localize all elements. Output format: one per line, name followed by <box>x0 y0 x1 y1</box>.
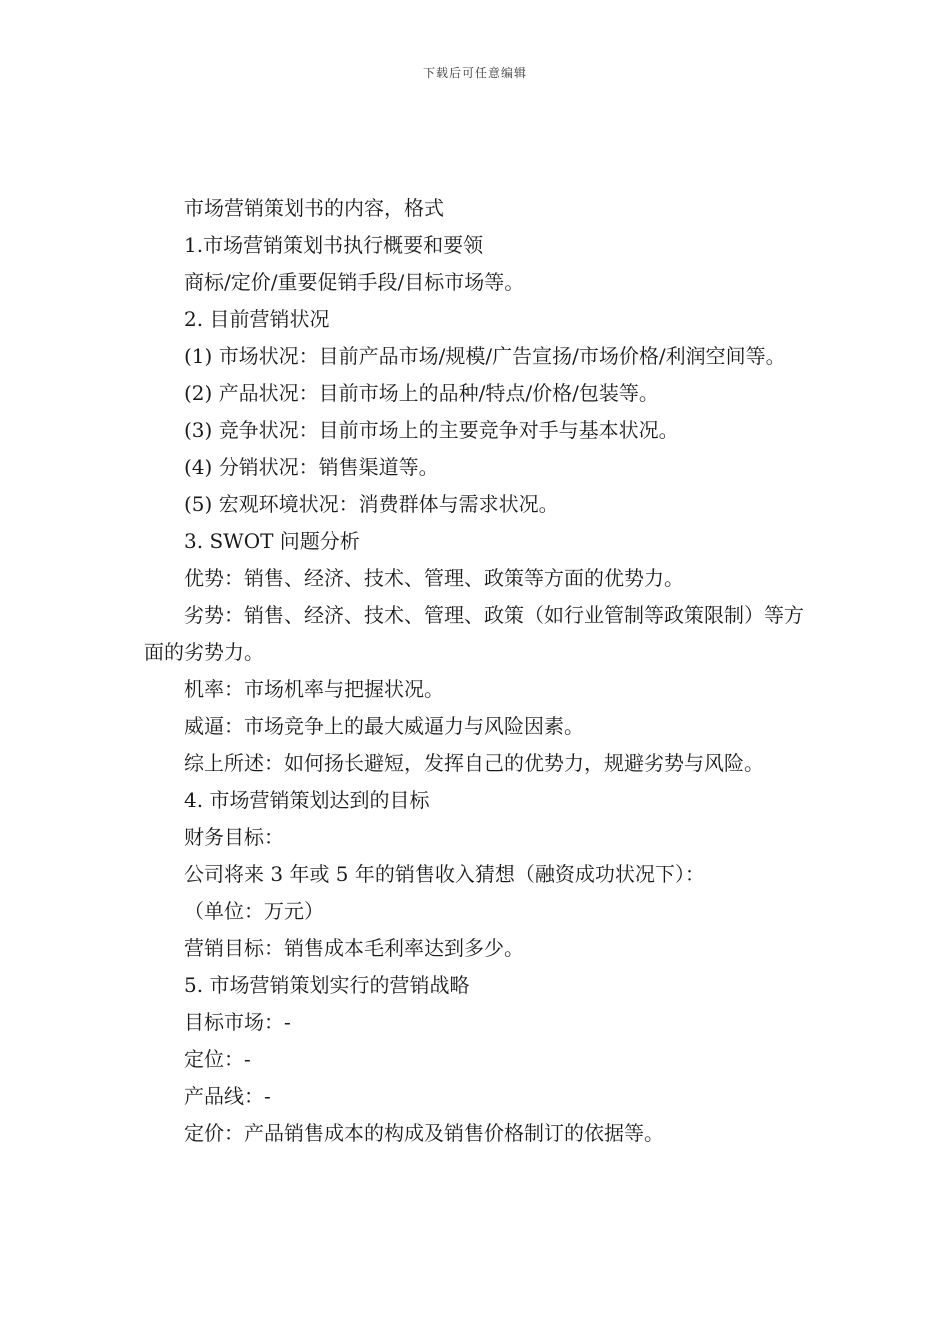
paragraph: (4) 分销状况：销售渠道等。 <box>184 455 439 479</box>
paragraph: 目标市场：- <box>184 1010 291 1034</box>
paragraph: 威逼：市场竞争上的最大威逼力与风险因素。 <box>184 714 584 738</box>
paragraph: (2) 产品状况：目前市场上的品种/特点/价格/包装等。 <box>184 381 659 405</box>
paragraph: 3. SWOT 问题分析 <box>184 529 360 553</box>
paragraph: 财务目标： <box>184 825 284 849</box>
paragraph: (1) 市场状况：目前产品市场/规模/广告宣扬/市场价格/利润空间等。 <box>184 344 786 368</box>
paragraph: 1.市场营销策划书执行概要和要领 <box>184 233 484 257</box>
paragraph: 优势：销售、经济、技术、管理、政策等方面的优势力。 <box>184 566 684 590</box>
paragraph: 定价：产品销售成本的构成及销售价格制订的依据等。 <box>184 1121 664 1145</box>
paragraph: 劣势：销售、经济、技术、管理、政策（如行业管制等政策限制）等方面的劣势力。 <box>144 603 804 664</box>
paragraph: 综上所述：如何扬长避短，发挥自己的优势力，规避劣势与风险。 <box>184 751 764 775</box>
paragraph: （单位：万元） <box>184 899 324 923</box>
paragraph: (5) 宏观环境状况：消费群体与需求状况。 <box>184 492 559 516</box>
paragraph: 营销目标：销售成本毛利率达到多少。 <box>184 936 524 960</box>
paragraph: 机率：市场机率与把握状况。 <box>184 677 444 701</box>
paragraph: 产品线：- <box>184 1084 271 1108</box>
paragraph: 市场营销策划书的内容，格式 <box>184 196 444 220</box>
paragraph: 2. 目前营销状况 <box>184 307 330 331</box>
paragraph: 5. 市场营销策划实行的营销战略 <box>184 973 470 997</box>
document-body <box>144 190 814 1152</box>
page-header: 下载后可任意编辑 <box>422 66 527 80</box>
paragraph: 4. 市场营销策划达到的目标 <box>184 788 430 812</box>
paragraph: 定位：- <box>184 1047 251 1071</box>
paragraph: (3) 竞争状况：目前市场上的主要竞争对手与基本状况。 <box>184 418 679 442</box>
paragraph: 商标/定价/重要促销手段/目标市场等。 <box>184 270 525 294</box>
paragraph: 公司将来 3 年或 5 年的销售收入猜想（融资成功状况下）： <box>184 862 705 886</box>
